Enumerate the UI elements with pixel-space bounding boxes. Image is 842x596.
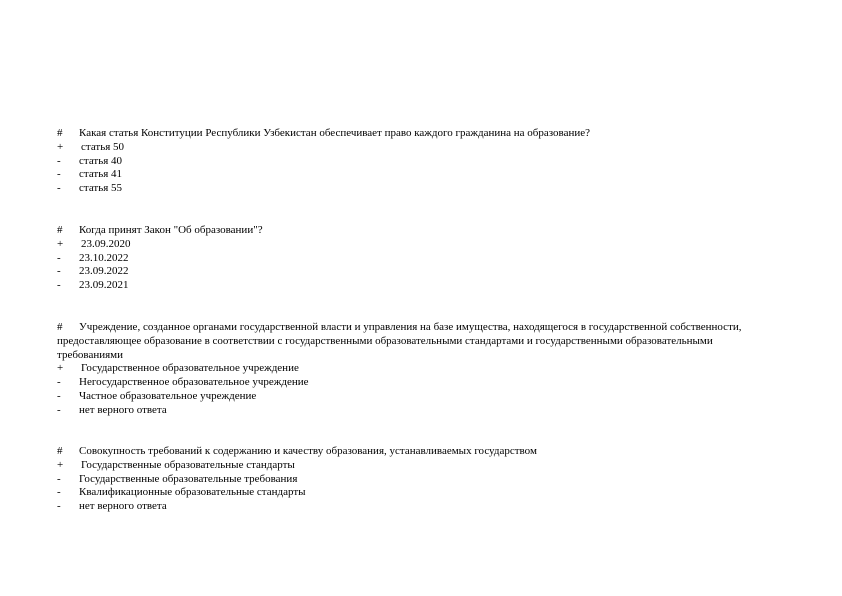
question-block-2 — [57, 224, 767, 293]
answer-line — [57, 279, 767, 293]
question-line — [57, 445, 767, 459]
question-block-3 — [57, 321, 767, 418]
answer-text: 23.10.2022 — [79, 251, 129, 264]
answer-text: нет верного ответа — [79, 500, 167, 513]
answer-marker: - — [57, 376, 61, 389]
answer-text: статья 50 — [81, 140, 125, 153]
answer-marker: - — [57, 182, 61, 195]
answer-marker: - — [57, 251, 61, 264]
answer-marker: - — [57, 403, 61, 416]
answer-marker: - — [57, 472, 61, 485]
question-block-4 — [57, 445, 767, 514]
answer-line — [57, 473, 767, 487]
answer-text: Государственное образовательное учреждение — [81, 362, 299, 375]
question-marker: # — [57, 127, 63, 139]
question-text: Когда принят Закон "Об образовании"? — [79, 224, 263, 236]
question-marker: # — [57, 321, 63, 333]
answer-text: статья 41 — [79, 168, 123, 181]
answer-line — [57, 252, 767, 266]
question-marker: # — [57, 445, 63, 457]
answer-text: статья 55 — [79, 182, 123, 195]
answer-line — [57, 155, 767, 169]
answer-text: Государственные образовательные требования — [79, 472, 298, 485]
answer-text: 23.09.2021 — [79, 279, 129, 292]
answer-marker: + — [57, 362, 64, 375]
answer-line — [57, 238, 767, 252]
question-text: Совокупность требований к содержанию и качеству образования, устанавливаемых государством — [79, 445, 537, 457]
question-line — [57, 321, 767, 362]
answer-line — [57, 265, 767, 279]
answer-line — [57, 500, 767, 514]
answer-marker: - — [57, 389, 61, 402]
answer-line — [57, 404, 767, 418]
answer-text: нет верного ответа — [79, 403, 167, 416]
answer-marker: - — [57, 154, 61, 167]
answer-marker: - — [57, 486, 61, 499]
answer-marker: - — [57, 168, 61, 181]
answer-text: Государственные образовательные стандарты — [81, 458, 295, 471]
answer-line — [57, 390, 767, 404]
answer-line — [57, 168, 767, 182]
answer-marker: - — [57, 279, 61, 292]
answer-marker: + — [57, 237, 64, 250]
answer-marker: - — [57, 500, 61, 513]
answer-text: статья 40 — [79, 154, 123, 167]
answer-line — [57, 182, 767, 196]
question-line — [57, 127, 767, 141]
answer-text: Частное образовательное учреждение — [79, 389, 257, 402]
question-block-1 — [57, 127, 767, 196]
answer-marker: + — [57, 140, 64, 153]
answer-line — [57, 376, 767, 390]
answer-line — [57, 141, 767, 155]
question-text: Учреждение, созданное органами государственной власти и управления на базе имущества, находящегося в государственной собственности, предоставляющее образование в соответствии с государственными образовательными стандартами и государственными образовательными требованиями — [57, 321, 742, 361]
question-marker: # — [57, 224, 63, 236]
answer-marker: - — [57, 265, 61, 278]
question-line — [57, 224, 767, 238]
answer-text: 23.09.2020 — [81, 237, 131, 250]
question-text: Какая статья Конституции Республики Узбекистан обеспечивает право каждого гражданина на образование? — [79, 127, 591, 139]
answer-line — [57, 459, 767, 473]
answer-text: Квалификационные образовательные стандарты — [79, 486, 306, 499]
answer-line — [57, 362, 767, 376]
answer-text: Негосударственное образовательное учреждение — [79, 376, 309, 389]
answer-marker: + — [57, 458, 64, 471]
answer-line — [57, 486, 767, 500]
answer-text: 23.09.2022 — [79, 265, 129, 278]
